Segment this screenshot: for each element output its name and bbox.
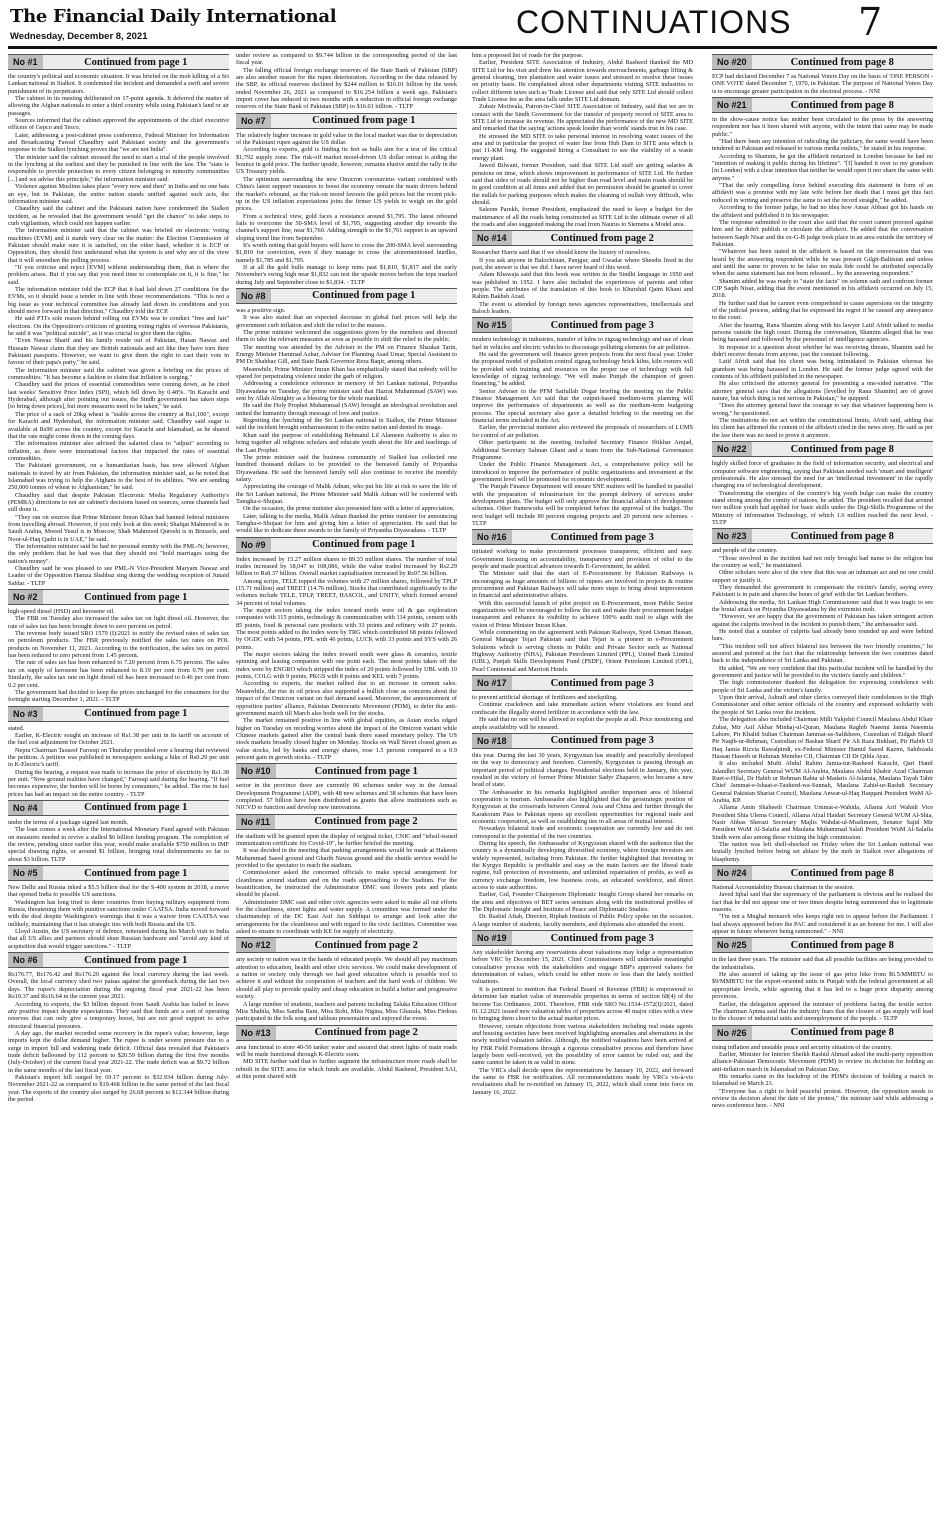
story-number: No #20	[712, 55, 752, 69]
paragraph: "This incident will not affect bilateral ties between the two friendly countries," he assured and pointed at the fact that the relationship between the two countries dated back to the independence of Sri Lanka and Pakistan.	[712, 642, 933, 665]
story-body	[472, 949, 693, 1096]
story-continued-label: Continued from page 8	[790, 99, 894, 111]
story-header	[472, 733, 693, 749]
paragraph: He further said that he cannot even comprehend to cause aspersions on the integrity of the judicial process, adding that he expressed his regret if he caused any annoyance to the court.	[712, 299, 933, 322]
paragraph: According to experts, the $3 billion deposit from Saudi Arabia has failed to leave any positive impact despite expectations. They said that funds are a sort of operating reserves that can only give a temporary boost, but are not good support to solve structural financial pressures.	[8, 1000, 229, 1030]
story-body	[712, 1044, 933, 1110]
paragraph: Dr. Rashid Aftab, Director, Riphah Institute of Public Policy spoke on the occasion. A large number of students, faculty members, and diplomats also attended the event.	[472, 913, 693, 928]
paragraph: With this successful launch of pilot project on E-Procurement, more Public Sector organizations will be encouraged to follow the suit and make their procurement budget transparent and enhance its visibility to achieve 100% audit trail to align with the vision of Prime Minister Imran Khan.	[472, 599, 693, 629]
paragraph: Violence against Muslims takes place "every now and then" in India and no one bats an eye, but in Pakistan, the entire nation stands unified against such acts, the information minister said.	[8, 183, 229, 205]
story-number: No #24	[712, 866, 752, 880]
paragraph: Senior Adviser to the PFM Saifullah Dogar briefing the meeting on the Public Finance Management Act said that the output-based medium-term planning will improve the performance of departments as well as the medium-term budgeting process. The special secretary also gave a detailed briefing to the meeting on the financial terms included in the Act.	[472, 387, 693, 425]
paragraph: Earlier, the provincial minister also reviewed the proposals of researchers of LUMS for control of air pollution.	[472, 424, 693, 439]
paragraph: Chaudhry said that despite Pakistan Electronic Media Regulatory Authority's (PEMRA) directions to not air cabinet's decisions based on sources, some channels had still done it.	[8, 491, 229, 514]
paragraph: highly skilled force of graduates in the field of information security, and electrical and computer software engineering, saying that Pakistan needed such 'smart and intelligent' professionals. He also stressed the need for an 'intellectual investment' in the rapidly changing era of technological development.	[712, 460, 933, 490]
story	[712, 1025, 933, 1110]
paragraph: Appreciating the courage of Malik Adnan, who put his life at risk to save the life of the Sri Lankan national, the Prime Minister said Malik Adnan will be conferred with Tamgha-e-Shujaat.	[236, 483, 457, 505]
column-4	[712, 52, 933, 1526]
paragraph: The Pakistani government, on a humanitarian basis, has now allowed Afghan nationals to travel by air from Pakistan, the information minister said, as he noted that Islamabad was trying to help the Afghans to the best of its abilities. "We are sending 250,000 tonnes of wheat to Afghanistan," he said.	[8, 462, 229, 492]
paragraph: Addressing a condolence reference in memory of Sri Lankan national, Priyantha Diyawadana on Tuesday, the prime minister said that Hazrat Muhammad (SAW) was sent by Allah Almighty as a blessing for the whole mankind.	[236, 380, 457, 403]
story-number: No #22	[712, 442, 752, 456]
paragraph: The information minister said he had no personal enmity with the PML-N; however, the only problem that he had was that they should not "hold marriages using the nation's money".	[8, 543, 229, 565]
paragraph: Washington has long tried to deter countries from buying military equipment from Russia, threatening them with punitive sanctions under CAATSA. India moved forward with the deal despite Washington's warnings that it was a waiver from CAATSA was unlikely, maintaining that it has strategic ties with both Russia and the US.	[8, 898, 229, 928]
paragraph: The loan comes a week after the International Monetary Fund agreed with Pakistan on measures needed to revive a stalled $6 billion funding program. The completion of the review, pending since earlier this year, would make available $750 million in IMF special drawing rights, or around $1 billion, bringing total disbursements so far to about $3 billion. TLTP	[8, 826, 229, 863]
story-continued-label: Continued from page 1	[312, 539, 416, 551]
story	[8, 800, 229, 863]
paragraph: Jawed Bilwani, former President, said that SITE Ltd staff are getting salaries & pensions on time, which shows improvement in performance of SITE Ltd. He further said that sides of roads should not be higher than road level and main roads should be in good condition at all times and added that no permission should be granted to cover the nullah for parking purposes which makes the cleaning of nullah very difficult, who should.	[472, 162, 693, 206]
page-number: 7	[858, 0, 883, 44]
story-header	[472, 675, 693, 691]
story-header	[236, 937, 457, 953]
paragraph: Any stakeholder having any reservations about valuations may lodge a representation before VRC by December 15, 2021. Chief Commissioners will undertake meaningful consultative process with the stakeholders and engage SBP's approved valuers for determination of values, which could be either more or less than the lately notified valuations.	[472, 949, 693, 986]
paragraph: According to experts, the market rallied due to an increase in cement sales. Meanwhile, the rise in oil prices also supported a bullish close as concerns about the impact of the Omicron variant on fuel demand eased. Moreover, the announcement of opposition parties' alliance, Pakistan Democratic Movement (PDM), to defer the anti-government march till March also bode well for the stocks.	[236, 680, 457, 717]
paragraph: rising inflation and unstable peace and security situation of the country.	[712, 1043, 892, 1051]
story	[8, 589, 229, 703]
paragraph: "Those involved in the incident had not only brought bad name to the religion but the country as well," he maintained.	[712, 554, 933, 569]
story-continued-label: Continued from page 1	[84, 56, 188, 68]
story	[236, 113, 457, 286]
story-number: No #10	[236, 764, 276, 778]
story-number: No #21	[712, 98, 752, 112]
story-body	[236, 956, 457, 1022]
paragraph: The information minister said that the cabinet was briefed on electronic voting machines (EVM) and it stands very clear on the matter: the Election Commission of Pakistan should make sure it is satisfied, on the other hand, whether it is ECP or Opposition, they should first understand what the system is and why are of the view that it will smoothen the polling process.	[8, 227, 229, 264]
paragraph: "Everyone has a right to hold peaceful protest. However, the opposition needs to review its decision about the date of the protest," the minister said while addressing a news conference here. - NNI	[712, 1087, 933, 1110]
story	[712, 97, 933, 439]
paragraph: He stressed the MD SITE to take personal interest in resolving water issues of the area and in particular the project of water line from Hub Dam to SITE area which is just 11-KM long. He suggested hiring a Consultant to see the viability of a waste energy plant.	[472, 132, 693, 162]
paragraph: Later, talking to the media, Malik Adnan thanked the prime minister for announcing Tamgha-e-Shujaat for him and giving him a letter of appreciation. He said that he would like to dedicate these awards to the family of Priyantha Diyawadana. - TLTP	[236, 512, 457, 535]
paragraph: ECP had declared December 7 as National Voters Day on the basis of 'ONE PERSON - ONE VOTE' dated December 7, 1970, in Pakistan. The purpose of National Voters Day is to encourage greater participation in the electoral process. - NNI	[712, 73, 933, 95]
story	[472, 930, 693, 1096]
story	[472, 675, 693, 731]
story-body	[712, 460, 933, 526]
story-continued-label: Continued from page 8	[790, 1027, 894, 1039]
paragraph: It is pertinent to mention that Federal Board of Revenue (FBR) is empowered to determine fair market value of immovable properties in terms of section 68(4) of the Income Tax Ordinance, 2001. Therefore, FBR vide SRO No.1534-1572(I)/2021, dated 01.12.2021 issued new valuation tables of properties across 40 major cities with a view to bringing them closer to the actual market prices.	[472, 985, 693, 1023]
story-header	[236, 763, 457, 779]
paragraph: The optimism surrounding the new Omicron coronavirus variant combined with China's latest support measures to boost the economy remain the main drivers behind the market's rebound, as the risk-on mood favours the gold prices but the recent pick-up in the US inflation expectations joins the firmer US yields to weigh on the gold prices.	[236, 175, 457, 213]
paragraph: From a technical view, gold faces a resistance around $1,795. The latest rebound fails to overcome the 50-SMA level of $1,795, suggesting another dip towards the channel's support line, near $1,760. Adding strength to the $1,761 support is an upward sloping trend line from September.	[236, 212, 457, 242]
paragraph: The VRCs shall decide upon the representations by January 10, 2022, and forward the same to FBR for notification. All recommendations made by VRCs vis-à-vis revaluations shall be re-notified on January 15, 2022, which shall come into force on January 16, 2022.	[472, 1066, 693, 1096]
story-number: No #26	[712, 1026, 752, 1040]
paragraph: The cabinet in its meeting deliberated on 17-point agenda. It deferred the matter of allowing the Afghan nationals to enter a third country while using Pakistan's land or air passages.	[8, 95, 229, 117]
paper-date: Wednesday, December 8, 2021	[10, 31, 148, 42]
story-body	[8, 884, 229, 950]
story-body	[236, 52, 457, 111]
story-number: No #5	[8, 866, 43, 880]
story-body	[8, 725, 229, 798]
paragraph: stated.	[8, 724, 25, 732]
paragraph: The nation was left shell-shocked on Friday when the Sri Lankan national was brutally lynched before being set ablaze by the mob in Sialkot over allegations of blasphemy.	[712, 841, 933, 863]
paragraph: Commissioner asked the concerned officials to make special arrangement for cleanliness around stadium and on the roads approaching to the Stadium. For the beautification, he instructed the Administrator DMC east flowers pots and plants should be placed.	[236, 869, 457, 899]
story-number: No #2	[8, 590, 43, 604]
story-header	[8, 589, 229, 605]
paragraph: the country's political and economic situation. It was briefed on the mob killing of a Sri Lankan national in Sialkot. It condemned the incident and demanded a swift and severe punishment of its perpetrators.	[8, 73, 229, 95]
paragraph: "Even Nawaz Sharif and his family reside out of Pakistan, Hasan Nawaz and Hussain Nawaz claim that they are British nationals and act like they have torn their Pakistani passports. However, we want to give them the right to cast their vote in favour of their papa's party," he said.	[8, 337, 229, 367]
paragraph: According to the former judge, he had no idea how Ansar Abbasi got his hands on the affidavit and published it in his newspaper.	[712, 204, 933, 219]
story-header	[472, 930, 693, 946]
story-number: No #6	[8, 953, 43, 967]
story-header	[472, 529, 693, 545]
paragraph: He added, "We are very confident that this particular incident will be handled by the government and justice will be provided to the victim's family and children."	[712, 664, 933, 680]
paragraph: high-speed diesel (HSD) and kerosene oil.	[8, 608, 115, 616]
story-body	[8, 73, 229, 587]
story	[712, 441, 933, 526]
story-number: No #15	[472, 318, 512, 332]
paragraph: The event is attended by foreign news agencies representatives, intellectuals and Baloch leaders.	[472, 300, 693, 315]
story	[236, 288, 457, 535]
story	[8, 54, 229, 587]
story-header	[472, 230, 693, 246]
paragraph: to prevent artificial shortage of fertilizers and stockpiling.	[472, 694, 618, 702]
paragraph: The Ambassador in his remarks highlighted another important area of bilateral cooperation is tourism. Ambassador also highlighted that the geostrategic position of Kyrgyzstan at the crossroads between Central Asia and China and further through the Karakoram Pass to Pakistan opens up excellent opportunities for regional trade and economic cooperation, as well as establishing ties in all areas of mutual interest.	[472, 788, 693, 825]
story	[236, 537, 457, 762]
paragraph: Shamim added he was ready to "state the facts" on solemn oath and confront former CJP Saqib Nisar, adding that the event mentioned in his affidavit occurred on July 15, 2018.	[712, 277, 933, 300]
story-number: No #23	[712, 529, 752, 543]
paragraph: Zubair Motiwala, Patron-in-Chief SITE Association of Industry, said that we are in contact with the Sindh Government for the transfer of property record of SITE area to SITE Ltd to increase its revenue. He appreciated the performance of the new MD SITE and remarked that the saying 'actions speak louder than words' stands true in his case.	[472, 103, 693, 133]
paragraph: The information minister also advised the salaried class to "adjust" according to inflation, as there were international factors that impacted the rates of essential commodities.	[8, 440, 229, 462]
paragraph: Administrator DMC east and other civic agencies were asked to make all out efforts for the cleanliness, street lights and water supply. A committee was formed under the chairmanship of the DC East Asif Jan Siddiqui to arrange and look after the arrangements for the cleanliness and with regard to the civic facilities. Committee was asked to ensure to coordinate with KE for supply of electricity.	[236, 898, 457, 936]
story-header	[712, 865, 933, 881]
story-number: No #18	[472, 734, 512, 748]
story-continued-label: Continued from page 2	[550, 232, 654, 244]
paragraph: area functional to store 40-50 tanker water and assured that street lights of main roads will be made functional through K-Electric soon.	[236, 1043, 457, 1058]
paragraph: If at all the gold bulls manage to keep reins past $1,810, $1,817 and the early November's swing high near $1,832 can test the upside moves before the tops marked during July and September close to $1,834. - TLTP	[236, 263, 457, 286]
story-continued-label: Continued from page 1	[84, 867, 188, 879]
story	[712, 528, 933, 863]
paragraph: The institutions do not act within the constitutional limits, Afridi said, adding that his client has affirmed the content of the affidavit cited in the news story. He said as per the law there was no need to prove it anymore.	[712, 417, 933, 439]
paragraph: It was also stated that an expected decrease in global fuel prices will help the government curb inflation and shift the relief to the masses.	[236, 314, 457, 329]
story-body	[8, 971, 229, 1103]
story-header	[236, 537, 457, 553]
paragraph: On the occasion, the prime minister also presented him with a letter of appreciation.	[243, 505, 455, 513]
story-continued-label: Continued from page 2	[314, 816, 418, 828]
story	[712, 937, 933, 1022]
story-header	[712, 97, 933, 113]
story-header	[8, 865, 229, 881]
story-header	[236, 113, 457, 129]
paragraph: The Minister said that the start of E-Procurement by Pakistan Railways is encouraging as huge amounts of billions of rupees are involved in projects & routine procurement and Pakistan Railways will take more steps to bring about improvement in financial and administrative affairs.	[472, 570, 693, 600]
story-continued-label: Continued from page 2	[314, 939, 418, 951]
masthead-rule	[8, 46, 937, 49]
paragraph: Among scrips, TELE topped the volumes with 27 million shares, followed by TPLP (15.71 million) and TREET (14.76 million). Stocks that contributed significantly to the volumes include TELE, TPLP, TREET, HASCOL, and UNITY, which formed around 34 percent of total volumes.	[236, 577, 457, 607]
paragraph: Other participants in the meeting included Secretary Finance Iftikhar Amjad, Additional Secretary Salman Ghani and a team from the Sub-National Governance Programme.	[472, 439, 693, 461]
story	[236, 52, 457, 111]
paragraph: He said the Holy Prophet Muhammad (SAW) brought an ideological revolution and united the humanity through message of love and justice.	[236, 402, 457, 417]
paragraph: The information minister said the cabinet was given a briefing on the prices of commodities. "It has become a fashion to claim that inflation is surging."	[8, 366, 229, 382]
story	[236, 937, 457, 1022]
paragraph: Chaudhry said he was pleased to see PML-N Vice-President Maryam Nawaz and Leader of the Opposition Hamza Shahbaz sing during the wedding reception of Junaid Safdar. - TLTP	[8, 565, 229, 587]
paragraph: initiated working to make procurement processes transparent, efficient and easy. Government focusing on accountability, transparency and provision of relief to the people and made practical advances towards E-Government, he added.	[472, 548, 693, 570]
paragraph: "Had there been any intention of ridiculing the judiciary, the same would have been tendered in Pakistan and released to various media outlets," he stated in his response.	[712, 138, 933, 153]
story-number: No #7	[236, 114, 271, 128]
paragraph: Chaudhry said the prices of essential commodities were coming down, as he cited last weeks' Sensitive Price Index (SPI), which fell down by 0.48%. "In Karachi and Hyderabad, although after pointing out issues, the Sindh government has taken steps [to bring down prices], but more measures need to be taken," he said.	[8, 381, 229, 411]
story-continued-label: Continued from page 1	[84, 591, 188, 603]
paragraph: The major sectors taking the index toward south were glass & ceramics, textile spinning and leasing companies with one point each. The most points taken off the index were by ENGRO which stripped the index of 20 points followed by UBL with 10 points, COLG with 9 points, PKGS with 8 points and KEL with 7 points.	[236, 651, 457, 681]
paragraph: Adam Khawaja said that this book was written in the Sindhi language in 1950 and was published in 1952. I have also included the experiences of parents and other people. The attributes of the translation of this book to Khurshid Qaim Khani and Rahim Bakhsh Azad.	[472, 271, 693, 301]
story-header	[236, 1025, 457, 1041]
story-continued-label: Continued from page 8	[790, 867, 894, 879]
story-continued-label: Continued from page 2	[314, 1027, 418, 1039]
story-body	[712, 884, 933, 935]
story	[8, 952, 229, 1103]
paragraph: Earlier, K-Electric sought an increase of Rs1.38 per unit in its tariff on account of the fuel cost adjustment for October 2021.	[8, 731, 229, 747]
paragraph: Regretting the lynching of the Sri Lankan national in Sialkot, the Prime Minister said the incident brought embarrassment to the entire nation and dented its image.	[236, 417, 457, 432]
paragraph: Chaudhry said the cabinet and the Pakistani nation have condemned the Sialkot incident, as he revealed that the government would "get the chance" to take steps to curb vigilantism, which could not happen earlier.	[8, 205, 229, 227]
paragraph: "They ran on sources that Prime Minister Imran Khan had banned federal ministers from travelling abroad. However, if you only look at this week; Shafqat Mahmood is in Saudi Arabia, Moeed Yusuf is in Moscow, Shah Mahmood Qureshi is in Brussels, and Noor-ul-Haq Qadri is in UAE," he said.	[8, 513, 229, 543]
paragraph: Transforming the energies of the country's big youth bulge can make the country stand strong among the comity of nations, he added. The president recalled that around two million youth had applied for basic skills under the Digi-Skills Programme of the Ministry of Information Technology, of which 1.6 million reached the next level. - TLTP	[712, 489, 933, 526]
paragraph: According to Shamim, he got the affidavit notarized in London because he had no "intention of making it public during his lifetime". "[I] handed it over to my grandson [in London] with a clear intention that neither he would open it nor share the same with anyone."	[712, 152, 933, 182]
paragraph: The Punjab Finance Department will ensure SNE matters will be handled in parallel with the preparation of infrastructure for the prompt delivery of services under development plans. The budget will only approve the financial affairs of development schemes. Other frameworks will be completed before the approval of the budget. The next budget will include 80 percent ongoing projects and 20 percent new schemes. - TLTP	[472, 483, 693, 527]
paragraph: The price of a sack of 20kg wheat is "stable across the country at Rs1,100", except for Karachi and Hyderabad, the information minister said. Chaudhry said sugar is available at Rs90 across the country, except for Karachi and Islamabad, as he shared that the rate might come down in the coming days.	[8, 410, 229, 440]
story-header	[472, 317, 693, 333]
story-continued-label: Continued from page 1	[312, 115, 416, 127]
paragraph: the stadium will be granted upon the display of original ticket, CNIC and "tehsil-issued immunization certificate for Covid-19", he further briefed the meeting.	[236, 832, 457, 847]
story	[236, 1025, 457, 1081]
section-title: CONTINUATIONS	[516, 4, 792, 40]
story-number: No #19	[472, 931, 512, 945]
story-continued-label: Continued from page 3	[550, 677, 654, 689]
story	[236, 814, 457, 936]
paragraph: After the hearing, Rana Shamim along with his lawyer Latif Afridi talked to media persons outside the high court. During the conversation, Shamim alleged that he was being harassed and followed by the personnel of intelligence agencies.	[712, 321, 933, 344]
paragraph: The rate of sales tax has been enhanced to 7.20 percent from 6.75 percent. The sales tax on supply of kerosene has been enhanced to 8.19 per cent from 0.79 per cent. Similarly, the sales tax rate on light diesel oil has been increased to 0.46 per cent from 0.2 per cent.	[8, 659, 229, 689]
paragraph: He said the government will finance green projects from the next fiscal year. Under the proposed model of pollution control zigzag technology brick kilns, kiln owners will be provided with training and resources on the proper use of technology with full knowledge of zigzag technology. "We will make Punjab the champion of green financing," he added.	[472, 351, 693, 388]
paragraph: Earlier, Gul, Founder Chairperson Diplomatic Insight Group shared her remarks on the aims and objectives of BET series seminars along with the institutional profiles of The Diplomatic Insight and Institute of Peace and Diplomatic Studies.	[472, 891, 693, 914]
story	[472, 52, 693, 228]
story-body	[712, 116, 933, 439]
story-continued-label: Continued from page 3	[550, 735, 654, 747]
story-body	[472, 548, 693, 673]
story	[472, 529, 693, 673]
story-number: No #16	[472, 530, 512, 544]
paragraph: "Whatever has been stated in the affidavit is based on the conversation that was heard by the answering respondent while he was present Gilgit-Baltistan and unless and until the same to proven to be false no mala fide could be attributed especially when the same statement has not been released... by the answering respondent."	[712, 248, 933, 278]
story-body	[236, 132, 457, 286]
story-continued-label: Continued from page 1	[84, 802, 188, 814]
story-continued-label: Continued from page 8	[790, 939, 894, 951]
paragraph: In response to a question about whether he was receiving threats, Shamim said he didn't receive threats from anyone, just the constant following.	[712, 343, 933, 359]
story-continued-label: Continued from page 1	[314, 765, 418, 777]
paragraph: sector in the province there are currently 96 schemes under way in the Annual Development Programme (ADP), with 48 new schemes and 38 schemes that have been completed. 57 billion have been distributed as grants that allow institutions such as NICVD to function and develop new innovations.	[236, 782, 457, 812]
paragraph: Lloyd Austin, the US secretary of defence, reiterated during his March visit to India that all US allies and partners should shun Russian hardware and "avoid any kind of acquisition that would trigger sanctions." - TLTP	[8, 928, 229, 950]
paragraph: While commenting on the agreement with Pakistan Railways, Syed Usman Hassan, General Manager Tejari Pakistan said that Tejari is a pioneer in e-Procurement Solutions which is serving clients in Public and Private Sector such as National Highway Authority (NHA), Pakistan Petroleum Limited (PPL), United Bank Limited (UBL), Punjab Skills Development Fund (PSDF), Orient Petroleum Limited (OPL), Pearl Continental and Marriott Hotels.	[472, 629, 693, 673]
paragraph: Latif Afridi said that his client was being intimidated in Pakistan whereas his grandson was being harassed in London. He said the former judge agreed with the contents of his affidavit published in the newspaper.	[712, 358, 933, 381]
paragraph: "Does the attorney general have the courage to say that whatever happening here is wrong," he questioned.	[712, 402, 933, 417]
story-body	[472, 752, 693, 928]
paragraph: Other scholars were also of the view that this was an inhuman act and no one could support or justify it.	[712, 569, 933, 584]
column-1	[8, 52, 229, 1526]
paragraph: Earlier, the delegation apprised the minister of problems facing the textile sector. The chairman Aptma said that the industry fears that the closure of gas supply will lead to the closure of industrial units and unemployment of the people. - TLTP	[712, 1000, 933, 1023]
paragraph: Meanwhile, Prime Minister Imran Khan has emphatically stated that nobody will be spared for perpetrating violence under the garb of religion.	[236, 365, 457, 381]
story-number: No #1	[8, 55, 43, 69]
paragraph: A large number of students, teachers and parents including Taluka Education Officer Miss Shahila, Miss Saniha Rani, Miss Rohi, Miss Nigina, Miss Ghazala, Miss Firdous participated in the folk song and tableau presentation and enjoyed the event.	[236, 1000, 457, 1023]
paragraph: him a proposed list of roads for the purpose.	[472, 52, 584, 59]
paragraph: was a positive sign.	[236, 306, 286, 314]
paragraph: It's worth noting that gold buyers will have to cross the 200-SMA level surrounding $1,810 for conviction, even if they manage to cross the aforementioned hurdles, namely $1,785 and $1,795.	[236, 241, 457, 264]
paragraph: Upon their arrival, Ashrafi and other clerics conveyed their condolences to the High Commissioner and other senior officials of the country and expressed solidarity with the people of Sri Lanka over the incident.	[712, 694, 933, 716]
story-header	[712, 528, 933, 544]
column-2	[236, 52, 457, 1526]
paragraph: Saleem Parekh, former President, emphasized the need to keep a budget for the maintenance of all the roads being constructed as SITE Ltd is the ultimate owner of all the roads and also suggested making the road from Naurus to Siemens a Model area.	[472, 206, 693, 228]
paragraph: "That the only compelling force behind executing this statement in form of an affidavit was a promise with my late wife before her death that I must get this fact reduced in writing and preserve the same to set the record straight," he added.	[712, 182, 933, 204]
paragraph: under review as compared to $9.744 billion in the corresponding period of the last fiscal year.	[236, 52, 457, 67]
paragraph: MD SITE further said that to further augment the infrastructure more roads shall be rebuilt in the SITE area for which funds are available. Abdul Rasheed, President SAI, at this point shared with	[236, 1058, 457, 1080]
paragraph: The market remained positive in line with global equities, as Asian stocks edged higher on Tuesday on receding worries about the impact of the Omicron variant while Chinese markets gained after the central bank there eased monetary policy. The US stock markets broadly closed higher on Monday. Stocks on Wall Street closed green as value stocks, led by banks and energy shares, rose 1.5 percent compared to a 0.9 percent gain in growth stocks. - TLTP	[236, 717, 457, 761]
story	[712, 865, 933, 935]
paragraph: Earlier, President SITE Association of Industry, Abdul Rasheed thanked the MD SITE Ltd for his visit and drew his attention towards encroachments, garbage lifting & general cleaning, tree plantation and water issues and stressed to resolve these issues on priority basis. He complained about other departments visiting SITE industries to collect different taxes such as Trade License and said that only SITE Ltd should collect Trade License fee as the area falls under SITE Ltd domain.	[472, 59, 693, 104]
story-continued-label: Continued from page 3	[550, 319, 654, 331]
paragraph: The minister said the cabinet stressed the need to start a trial of the people involved in the lynching at the earliest and they be punished in line with the law. The "state is responsible to provide protection to every citizen belonging to minority communities [...] and we advise this principle," the information minister said.	[8, 153, 229, 183]
paragraph: If you ask anyone in Balochistan, Panjgur, and Gwadar where Sheedis lived in the past, the answer is that we did. I have never heard of this word.	[472, 256, 693, 271]
paragraph: Earlier, Minister for Interior Sheikh Rashid Ahmad asked the multi-party opposition alliance-Pakistan Democratic Movement (PDM) to review its decision for holding an anti-inflation march in Islamabad on Pakistan Day.	[712, 1050, 933, 1073]
story-header	[8, 706, 229, 722]
story-number: No #3	[8, 707, 43, 721]
paragraph: Javed Iqbal said that the supremacy of the parliament is obvious and he realised the fact that he did not appear one or two times despite being summoned due to legitimate reasons.	[712, 891, 933, 914]
paragraph: and people of the country.	[712, 547, 778, 555]
masthead	[0, 0, 945, 50]
story-continued-label: Continued from page 3	[550, 932, 654, 944]
story-continued-label: Continued from page 1	[84, 954, 188, 966]
story-body	[236, 1044, 457, 1081]
paragraph: The prime minister said the business community of Sialkot has collected one hundred thousand dollars to be provided to the bereaved family of Priyantha Diyawadana. He said the bereaved family will also continue to receive the monthly salary.	[236, 453, 457, 483]
story	[472, 733, 693, 928]
paragraph: However, certain objections from various stakeholders including real estate agents and housing societies have been received highlighting anomalies and aberrations in the newly notified valuation tables. Although, the notified valuations have been arrived at by FBR Field Formations through a rigorous consultative process and therefore have largely been well-received, yet the possibility of error cannot be ruled out, and the same cannot be taken in as valid in stone.	[472, 1022, 693, 1067]
story	[472, 317, 693, 527]
paragraph: A day ago, the market recorded some recovery in the rupee's value; however, large imports kept the dollar demand higher. The rupee is under severe pressure due to a surge in import bill and widening trade deficit. Official data revealed that Pakistan's trade deficit ballooned by 112 percent to $20.59 billion during the first five months (July-October) of the current fiscal year 2021-22. The trade deficit was at $9.72 billion in the same months of the last fiscal year.	[8, 1029, 229, 1074]
paragraph: He said PTI's sole reason behind rolling out EVMs was to conduct "free and fair" elections. On the Opposition's criticism of granting voting rights of overseas Pakistanis, he said it was "political suicide", as it was crucial to give them the rights.	[8, 315, 229, 338]
story-continued-label: Continued from page 1	[312, 290, 416, 302]
paragraph: During his speech, the Ambassador of Kyrgyzstan shared with the audience that the country is a dynamically developing diversified economy, where foreign investors are widely represented, including from Pakistan. He further highlighted that investing in the Kyrgyz Republic is profitable and easy as the main factors are the liberal trade regime, full protection of investments, and unlimited repatriation of profits, as well as currency exchange freedom, low business costs, an educated workforce, and direct access to state authorities.	[472, 839, 693, 892]
story-body	[712, 73, 933, 95]
paragraph: under the terms of a package signed last month.	[8, 818, 129, 826]
story-body	[472, 336, 693, 527]
story-header	[236, 288, 457, 304]
paragraph: Rs176.77, Rs176.42 and Rs176.20 against the local currency during the last week. Overall, the local currency shed two paisas against the greenback during the last two days. The rupee's depreciation during the ongoing fiscal year 2021-22 has been Rs19.37 and Rs16.64 in the current year 2021.	[8, 971, 229, 1001]
paragraph: Under the Public Finance Management Act, a comprehensive policy will be introduced to improve the performance of public organizations and investment at the government level will be promoted for economic development.	[472, 461, 693, 483]
paragraph: Continue crackdown and take immediate action where violations are found and confiscate the illegally stored fertilizer in accordance with the law.	[472, 701, 693, 716]
columns-area	[8, 52, 937, 1526]
paragraph: The delegation also included Chairman Milli Yakjehti Council Maulana Abdul Khair Zubai, Mir Asif Akbar Minhaj-ul-Quran, Maulana Raghib Naeemi Jamia Naeemia Lahore, Pir Khalid Sultan Chairman Jammat-us-Salikheen, Custodian of Eidgah Sharif Pir Naqib-ur-Rehman, Custodian of Bashan Sharif Pir Ali Raza Bukhari, Pir Habib Ul Haq Jamia Rizvia Rawalpindi, ex-Federal Minister Hamid Saeed Kazmi, Sahibzada Hassan Haseeb ur Rehman Member CII, Chairman CII Dr Qibla Ayaz.	[712, 716, 933, 760]
paragraph: any society or nation was in the hands of educated people. We should all pay maximum attention to education, health and other civic services. We could make development of a nation or society only through we had good education which is possible tool to achieve it and without the cooperation of teachers and the hard work of children. We should all play to provide quality and cheap education to build a better and progressive society.	[236, 956, 457, 1001]
paragraph: National Accountability Bureau chairman in the session.	[712, 884, 855, 892]
story-number: No #12	[236, 938, 276, 952]
story-number: No #9	[236, 538, 271, 552]
story-body	[236, 782, 457, 811]
paragraph: Later, addressing a post-cabinet press conference, Federal Minister for Information and Broadcasting Fawad Chaudhry said Pakistani society and the government's response to the Sialkot lynching proves that "we are not India".	[8, 131, 229, 154]
paragraph: The falling official foreign exchange reserves of the State Bank of Pakistan (SBP) are also another reason for the rupee deterioration. According to the data released by the SBP, its official reserves declined by $244 million to $16.01 billion by the week ended November 26, 2021 as compared to $16.254 billion a week ago. Pakistan's import cover has reduced to two months with a reduction in official foreign exchange reserves of the State Bank of Pakistan (SBP) to $16.01 billion. - TLTP	[236, 66, 457, 111]
paragraph: in the show-cause notice has neither been circulated to the press by the answering respondent nor has it been shared with anyone, with the intent that same may be made public."	[712, 116, 933, 138]
story-header	[712, 54, 933, 70]
paragraph: Pakistan's import bill surged by 69.17 percent to $32.934 billion during July-November 2021-22 as compared to $19.468 billion in the same period of the last fiscal year. The exports of the country also surged by 26.68 percent to $12.344 billion during the period	[8, 1073, 229, 1103]
paragraph: According to experts, gold is finding its feet as bulls aim for a test of the critical $1,792 supply zone. The risk-off market mood-driven US dollar retreat is aiding the bounce in gold price. The further upside, however, remains elusive amid the rally in the US Treasury yields.	[236, 146, 457, 176]
story-number: No #25	[712, 938, 752, 952]
paragraph: Addressing the media, Sri Lankan High Commissioner said that it was tragic to see the brutal attack on Priyantha Diyawadana by the extremist mob.	[712, 598, 933, 613]
story-header	[712, 1025, 933, 1041]
story-number: No #8	[236, 289, 271, 303]
story-number: No #14	[472, 231, 512, 245]
paragraph: The relatively higher increase in gold value in the local market was due to depreciation of the Pakistani rupee against the US dollar.	[236, 131, 457, 147]
paper-name: The Financial Daily International	[10, 6, 337, 27]
paragraph: They demanded the government to compensate the victim's family, saying every Pakistani is in pain and shares the hours of grief with the Sri Lankan brothers.	[712, 583, 933, 599]
story-continued-label: Continued from page 8	[790, 443, 894, 455]
paragraph: Sources informed that the cabinet approved the appointments of the chief executive officers of Gepco and Tesco.	[8, 117, 229, 132]
story-body	[472, 694, 693, 731]
paragraph: He also criticised the attorney general for presenting a one-sided narrative. "The attorney general says that the allegations [levelled by Rana Shamim] are of grave nature, but which thing is not serious in Pakistan," he quipped.	[712, 380, 933, 403]
paragraph: The meeting was attended by the Adviser to the PM on Finance Shaukat Tarin, Energy Minister Hammad Azhar, Adviser for Planning Asad Umar, Special Assistant to PM Dr Shahbaz Gill, and State Bank Governor Reza Baqir, among others.	[236, 343, 457, 366]
story-header	[8, 800, 229, 816]
story-body	[236, 556, 457, 762]
paragraph: The major sectors taking the index toward north were oil & gas exploration companies with 115 points, technology & communication with 114 points, cement with 85 points, food & personal care products with 33 points and refinery with 27 points. The most points added to the index were by TRG which contributed 68 points followed by OGDC with 54 points, PPL with 46 points, LUCK with 33 points and SYS with 26 points.	[236, 607, 457, 651]
paragraph: "I'm not a Mughal monarch who keeps right not to appear before the Parliament. I had always appeared before the PAC and considered it as an honour for me. I will also appear in future whenever being summoned." - NNI	[712, 913, 933, 936]
paragraph: The prime minister welcomed the suggestions given by the members and directed them to take the relevant measures as soon as possible to shift the relief to the public.	[236, 329, 457, 344]
paragraph: Khan said the purpose of establishing Rehmatul Lil Alameen Authority is also to bring together all religious scholars and educate youth about the life and teachings of the Last Prophet.	[236, 431, 457, 454]
story-number: No #17	[472, 676, 512, 690]
paragraph: He noted that a number of culprits had already been rounded up and were behind bars.	[712, 628, 933, 643]
paragraph: His remarks came in the backdrop of the PDM's decision of holding a march in Islamabad on March 23.	[712, 1072, 933, 1088]
story-number: No #13	[236, 1026, 276, 1040]
story	[712, 54, 933, 95]
story-body	[8, 608, 229, 703]
story-continued-label: Continued from page 8	[790, 530, 894, 542]
paragraph: He also assured of taking up the issue of gas price hike from $6.5/MMBTU to $9/MMBTU for the export-oriented units in Punjab with the federal government at all appropriate levels, while agreeing that it has led to a huge price disparity among provinces.	[712, 971, 933, 1001]
paragraph: Researcher Harris said that if we should know the history of ourselves.	[472, 249, 651, 257]
story-continued-label: Continued from page 8	[790, 56, 894, 68]
paragraph: The response submitted to the court also said that the court cannot proceed against him and he didn't publish or circulate the affidavit. He added that the conversation between Saqib Nisar and the ex-G-B judge took place in an area outside the territory of Pakistan.	[712, 218, 933, 248]
paragraph: The government had decided to keep the prices unchanged for the consumers for the fortnight starting December 1, 2021. - TLTP	[8, 688, 229, 704]
paragraph: It was decided in the meeting that parking arrangements would be made at Hakeem Muhammad Saeed ground and Gharib Nawaz ground and the shuttle service would be provided to the spectator to reach the stadium.	[236, 847, 457, 869]
story-continued-label: Continued from page 3	[550, 531, 654, 543]
paragraph: New Delhi and Russia inked a $5.5 billion deal for the S-400 system in 2018, a move that opened India to possible US sanctions.	[8, 884, 229, 899]
story-header	[8, 952, 229, 968]
story-header	[712, 441, 933, 457]
paragraph: The information minister told the ECP that it had laid down 27 conditions for the EVMs, so it should issue a tender in line with those recommendations. "This is not a big issue as your technical committee has already laid down its conditions and you should move forward in that direction," Chaudhry told the ECP.	[8, 285, 229, 315]
column-3	[472, 52, 693, 1526]
story	[8, 865, 229, 950]
paragraph: Index increased by 15.27 million shares to 89.33 million shares. The number of total trades increased by 18,047 to 108,086, while the value traded increased by Rs2.29 billion to Rs8.37 billion. Overall market capitalisation increased by Rs97.56 billion.	[236, 555, 457, 578]
paragraph: Nepra Chairman Tauseef Farooqi on Thursday presided over a hearing that reviewed the petition. A petition was published in newspapers seeking a hike of Rs0.29 per unit in K-Electric's tariff.	[8, 746, 229, 769]
story-continued-label: Continued from page 1	[84, 708, 188, 720]
story-body	[236, 833, 457, 936]
story-header	[8, 54, 229, 70]
paragraph: Nowadays bilateral trade and economic cooperation are currently low and do not correspond to the potential of the two countries.	[472, 825, 693, 840]
paragraph: modern technology in industries, transfer of kilns to zigzag technology and use of clean fuel in vehicles and electric vehicles to discourage polluting elements for air pollution.	[472, 336, 693, 351]
story-body	[472, 249, 693, 315]
paragraph: He said that no one will be allowed to exploit the people at all. Price monitoring and ample availability will be ensured.	[472, 716, 693, 731]
story-body	[472, 52, 693, 228]
paragraph: During the hearing, a request was made to increase the price of electricity by Rs1.38 per unit. "Now ground realities have changed," Farooqi said during the hearing. "If fuel becomes expensive, the burden will be borne by consumers," he added. The rise in fuel prices has had an impact on the entire country. - TLTP	[8, 768, 229, 798]
story-body	[8, 819, 229, 863]
paragraph: The revenue body issued SRO 1579 (I)/2021 to notify the revised rates of sales tax on petroleum products. The FBR previously notified the sales tax rates on POL products on November 11, 2021. According to the notification, the sales tax on petrol has been reduced to zero percent from 1.45 percent.	[8, 630, 229, 660]
story-number: No #4	[8, 801, 43, 815]
story-number: No #11	[236, 815, 275, 829]
paragraph: The FBR on Tuesday also increased the sales tax on light diesel oil. However, the rate of sales tax has been brought down to zero percent on petrol.	[8, 615, 229, 630]
paragraph: The high commissioner thanked the delegation for expressing condolence with people of Sri Lanka and the victim's family.	[712, 679, 933, 694]
paragraph: It also included Mufti Abdul Rahim Jamia-tur-Rasheed Karachi, Qari Hanif Jalandhri Secretary General WUM Al-Arabia, Maulana Abdul Khabir Azad Chairman Ruet-e-Hilal, Dr Habib ur Rehman Rabta ul-Madaris Al-Islamia, Maulana Tayab Tahir Chief Jammat-e-Ishaat-e-Tauheed-wa-Sunnah, Maulana Zahid-ur-Rashdi Secretary General Pakistan Shariat Council, Maulana Anwar-ul-Haq Haqqani President WaM Al-Arabia, KP.	[712, 760, 933, 804]
story-header	[236, 814, 457, 830]
story	[472, 230, 693, 315]
paragraph: this year. During the last 30 years, Kyrgyzstan has steadily and peacefully developed on the way to democracy and freedom. Currently, Kyrgyzstan is passing through an important period of political changes. Presidential elections held in January, this year, resulted in the victory of former Prime Minister Sadyr Zhaparov, who became a new head of state.	[472, 751, 693, 789]
story-body	[712, 956, 933, 1022]
paragraph: in the last three years. The minister said that all possible facilities are being provided to the industrialists.	[712, 956, 933, 971]
paragraph: "If you criticise and reject [EVM] without understanding them, that is where the problem arises. But if you say that you need time to contemplate on it, it is fine," he said.	[8, 263, 229, 286]
story	[8, 706, 229, 798]
story-body	[236, 307, 457, 535]
story	[236, 763, 457, 811]
paragraph: "However, we are happy that the government of Pakistan has taken stringent action against the culprits involved in the incident to punish them," the ambassador said.	[712, 613, 933, 628]
story-body	[712, 547, 933, 863]
paragraph: Allama Amin Shaheedi Chairman Ummat-e-Wahida, Allama Arif Wahidi Vice President Shia Ulema Council, Allama Afzal Haidari Secretary General WUM Al-Shia, Nasir Abbas Sherazi Secretary Majlis Wahdat-ul-Muslimeen, Senator Sajid Mir President WuM Al-Salafia and Maulana Muhammad Salafi President WuM Al-Salafia Sindh were also among those visiting the high commission.	[712, 804, 933, 841]
story-header	[712, 937, 933, 953]
